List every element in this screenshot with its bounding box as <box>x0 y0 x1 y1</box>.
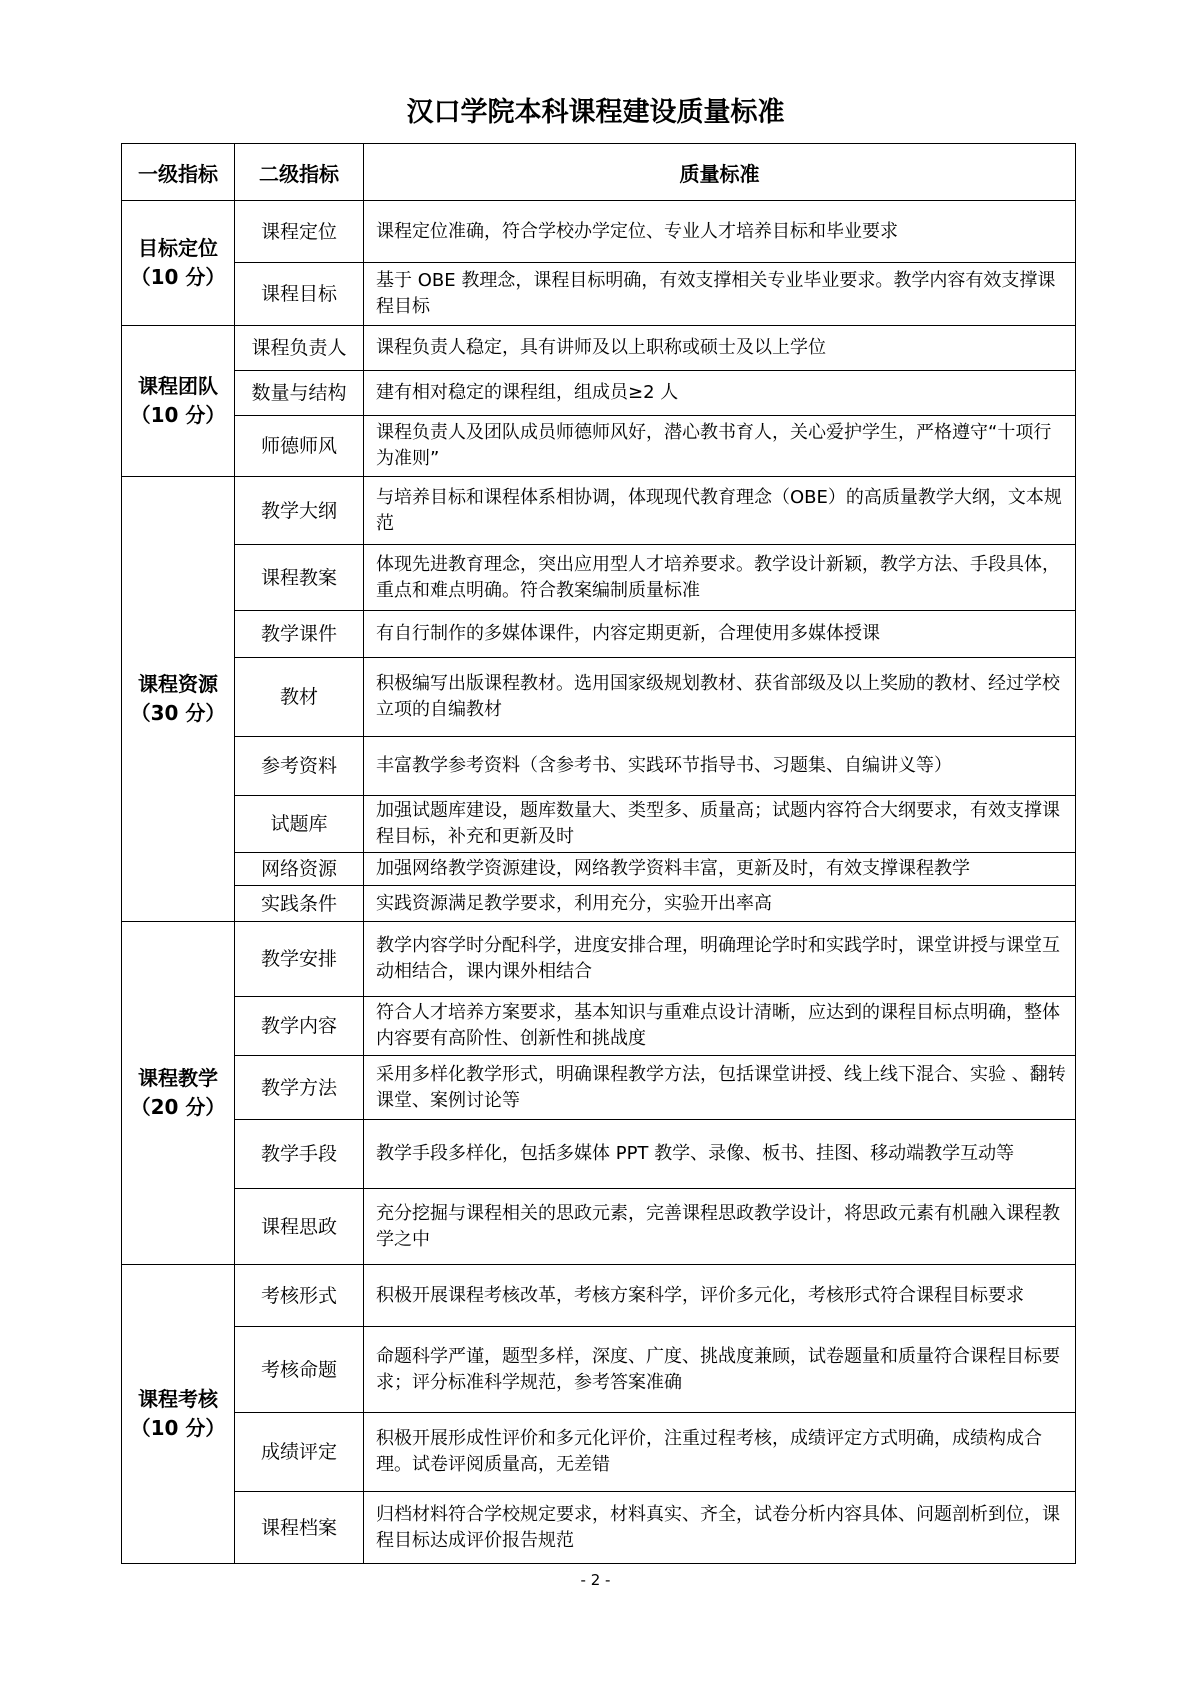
standard-cell: 丰富教学参考资料（含参考书、实践环节指导书、习题集、自编讲义等） <box>364 737 1076 796</box>
indicator-cell: 教学课件 <box>235 611 364 658</box>
indicator-cell: 考核形式 <box>235 1265 364 1327</box>
table-row <box>122 1120 1076 1189</box>
table-row <box>122 1327 1076 1413</box>
table-row <box>122 737 1076 796</box>
standard-cell: 积极编写出版课程教材。选用国家级规划教材、获省部级及以上奖励的教材、经过学校立项的自编教材 <box>364 658 1076 737</box>
group-score: （10 分） <box>130 265 226 289</box>
page-number: - 2 - <box>580 1571 611 1589</box>
group-score: （30 分） <box>130 701 226 725</box>
table-row <box>122 611 1076 658</box>
table-row <box>122 201 1076 263</box>
indicator-cell: 课程思政 <box>235 1189 364 1265</box>
group-cell <box>122 201 235 326</box>
standard-cell: 基于 OBE 教理念，课程目标明确，有效支撑相关专业毕业要求。教学内容有效支撑课程目标 <box>364 263 1076 326</box>
indicator-cell: 试题库 <box>235 796 364 853</box>
table-row <box>122 371 1076 416</box>
table-row <box>122 545 1076 611</box>
quality-standard-table <box>121 143 1076 1564</box>
standard-cell: 课程定位准确，符合学校办学定位、专业人才培养目标和毕业要求 <box>364 201 1076 263</box>
indicator-cell: 成绩评定 <box>235 1413 364 1492</box>
indicator-cell: 教学安排 <box>235 922 364 997</box>
indicator-cell: 考核命题 <box>235 1327 364 1413</box>
table-row <box>122 1056 1076 1120</box>
group-score: （10 分） <box>130 1416 226 1440</box>
table-row <box>122 326 1076 371</box>
standard-cell: 体现先进教育理念，突出应用型人才培养要求。教学设计新颖，教学方法、手段具体，重点和难点明确。符合教案编制质量标准 <box>364 545 1076 611</box>
standard-cell: 教学内容学时分配科学，进度安排合理，明确理论学时和实践学时，课堂讲授与课堂互动相结合，课内课外相结合 <box>364 922 1076 997</box>
indicator-cell: 教材 <box>235 658 364 737</box>
standard-cell: 建有相对稳定的课程组，组成员≥2 人 <box>364 371 1076 416</box>
page-title: 汉口学院本科课程建设质量标准 <box>406 97 785 128</box>
header-standard: 质量标准 <box>364 144 1076 201</box>
standard-cell: 归档材料符合学校规定要求，材料真实、齐全，试卷分析内容具体、问题剖析到位，课程目标达成评价报告规范 <box>364 1492 1076 1564</box>
indicator-cell: 教学手段 <box>235 1120 364 1189</box>
group-cell <box>122 922 235 1265</box>
standard-cell: 积极开展形成性评价和多元化评价，注重过程考核，成绩评定方式明确，成绩构成合理。试卷评阅质量高，无差错 <box>364 1413 1076 1492</box>
indicator-cell: 课程负责人 <box>235 326 364 371</box>
table-row <box>122 853 1076 886</box>
indicator-cell: 师德师风 <box>235 416 364 477</box>
standard-cell: 课程负责人稳定，具有讲师及以上职称或硕士及以上学位 <box>364 326 1076 371</box>
table-row <box>122 1413 1076 1492</box>
indicator-cell: 教学内容 <box>235 997 364 1056</box>
group-cell <box>122 1265 235 1564</box>
standard-cell: 教学手段多样化，包括多媒体 PPT 教学、录像、板书、挂图、移动端教学互动等 <box>364 1120 1076 1189</box>
table-header-row <box>122 144 1076 201</box>
standard-cell: 加强试题库建设，题库数量大、类型多、质量高；试题内容符合大纲要求，有效支撑课程目标，补充和更新及时 <box>364 796 1076 853</box>
group-name: 课程资源 <box>138 672 218 696</box>
standard-cell: 实践资源满足教学要求，利用充分，实验开出率高 <box>364 886 1076 922</box>
table-row <box>122 1189 1076 1265</box>
group-name: 课程团队 <box>138 374 218 398</box>
table-row <box>122 416 1076 477</box>
standard-cell: 课程负责人及团队成员师德师风好，潜心教书育人，关心爱护学生，严格遵守“十项行为准则” <box>364 416 1076 477</box>
header-level2: 二级指标 <box>235 144 364 201</box>
group-cell <box>122 477 235 922</box>
table-row <box>122 796 1076 853</box>
group-score: （20 分） <box>130 1095 226 1119</box>
group-cell <box>122 326 235 477</box>
table-row <box>122 1265 1076 1327</box>
standard-cell: 命题科学严谨，题型多样，深度、广度、挑战度兼顾，试卷题量和质量符合课程目标要求；评分标准科学规范，参考答案准确 <box>364 1327 1076 1413</box>
indicator-cell: 课程教案 <box>235 545 364 611</box>
table-row <box>122 263 1076 326</box>
group-name: 课程教学 <box>138 1066 218 1090</box>
table-row <box>122 477 1076 545</box>
indicator-cell: 课程档案 <box>235 1492 364 1564</box>
indicator-cell: 课程定位 <box>235 201 364 263</box>
indicator-cell: 实践条件 <box>235 886 364 922</box>
indicator-cell: 网络资源 <box>235 853 364 886</box>
group-score: （10 分） <box>130 403 226 427</box>
indicator-cell: 参考资料 <box>235 737 364 796</box>
table-row <box>122 658 1076 737</box>
header-level1: 一级指标 <box>122 144 235 201</box>
standard-cell: 有自行制作的多媒体课件，内容定期更新，合理使用多媒体授课 <box>364 611 1076 658</box>
table-row <box>122 922 1076 997</box>
standard-cell: 积极开展课程考核改革，考核方案科学，评价多元化，考核形式符合课程目标要求 <box>364 1265 1076 1327</box>
standard-cell: 符合人才培养方案要求，基本知识与重难点设计清晰，应达到的课程目标点明确，整体内容要有高阶性、创新性和挑战度 <box>364 997 1076 1056</box>
indicator-cell: 教学大纲 <box>235 477 364 545</box>
table-row <box>122 1492 1076 1564</box>
table-row <box>122 997 1076 1056</box>
standard-cell: 加强网络教学资源建设，网络教学资料丰富，更新及时，有效支撑课程教学 <box>364 853 1076 886</box>
standard-cell: 充分挖掘与课程相关的思政元素，完善课程思政教学设计，将思政元素有机融入课程教学之中 <box>364 1189 1076 1265</box>
indicator-cell: 课程目标 <box>235 263 364 326</box>
standard-cell: 采用多样化教学形式，明确课程教学方法，包括课堂讲授、线上线下混合、实验 、翻转课堂、案例讨论等 <box>364 1056 1076 1120</box>
indicator-cell: 教学方法 <box>235 1056 364 1120</box>
standard-cell: 与培养目标和课程体系相协调，体现现代教育理念（OBE）的高质量教学大纲，文本规范 <box>364 477 1076 545</box>
table-row <box>122 886 1076 922</box>
group-name: 课程考核 <box>138 1387 218 1411</box>
group-name: 目标定位 <box>138 236 218 260</box>
indicator-cell: 数量与结构 <box>235 371 364 416</box>
